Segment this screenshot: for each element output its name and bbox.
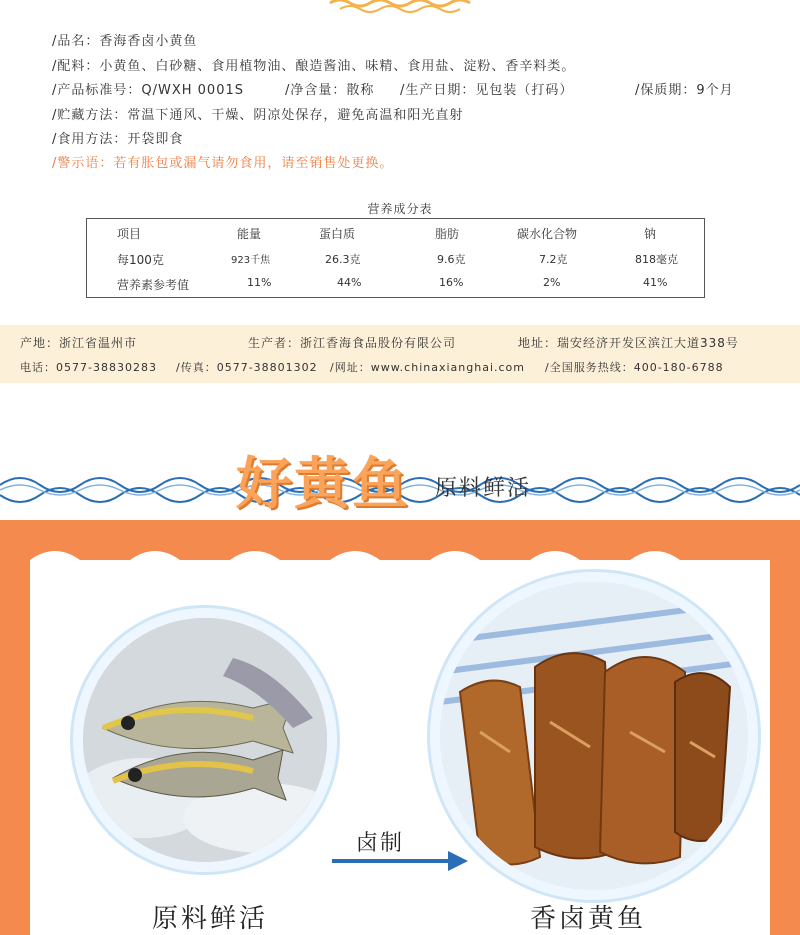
nutrition-cell: 41% xyxy=(643,276,668,289)
phone: 电话：0577-38830283 xyxy=(20,361,157,374)
raw-fish-photo xyxy=(73,608,337,872)
nutrition-header: 钠 xyxy=(644,227,657,241)
product-standard: /产品标准号：Q/WXH 0001S xyxy=(52,83,244,98)
braised-fish-illustration xyxy=(440,582,748,890)
address: 地址：瑞安经济开发区滨江大道338号 xyxy=(518,336,739,350)
manufacturer-band xyxy=(0,325,800,383)
producer: 生产者：浙江香海食品股份有限公司 xyxy=(248,336,457,350)
nutrition-cell: 2% xyxy=(543,276,561,289)
raw-fish-illustration xyxy=(83,618,327,862)
nutrition-cell: 16% xyxy=(439,276,464,289)
usage-method: /食用方法：开袋即食 xyxy=(52,132,184,147)
nutrition-header: 脂肪 xyxy=(435,227,460,241)
nutrition-header: 项目 xyxy=(117,227,142,241)
nutrition-header: 蛋白质 xyxy=(319,227,356,241)
nutrition-header-row xyxy=(87,221,704,245)
nutrition-row xyxy=(87,272,704,296)
production-date: /生产日期：见包装（打码） xyxy=(400,83,574,98)
nutrition-cell: 营养素参考值 xyxy=(117,278,190,292)
braised-fish-photo xyxy=(430,572,758,900)
nutrition-title: 营养成分表 xyxy=(367,202,433,216)
storage-method: /贮藏方法：常温下通风、干燥、阴凉处保存，避免高温和阳光直射 xyxy=(52,108,464,123)
arrow-right-icon xyxy=(330,848,470,874)
nutrition-cell: 818毫克 xyxy=(635,253,678,266)
process-label: 卤制 xyxy=(356,831,405,856)
fax: /传真：0577-38801302 xyxy=(176,361,318,374)
shelf-life: /保质期：9个月 xyxy=(635,83,734,98)
braised-caption: 香卤黄鱼 xyxy=(530,904,647,934)
nutrition-cell: 9.6克 xyxy=(437,253,466,266)
ingredients: /配料：小黄鱼、白砂糖、食用植物油、酿造酱油、味精、食用盐、淀粉、香辛料类。 xyxy=(52,59,576,74)
nutrition-cell: 26.3克 xyxy=(325,253,361,266)
net-content: /净含量：散称 xyxy=(285,83,375,98)
warning-text: /警示语：若有胀包或漏气请勿食用，请至销售处更换。 xyxy=(52,156,394,171)
nutrition-header: 碳水化合物 xyxy=(517,227,578,241)
service-hotline: /全国服务热线：400-180-6788 xyxy=(545,361,724,374)
product-name: /品名：香海香卤小黄鱼 xyxy=(52,34,198,49)
nutrition-cell: 44% xyxy=(337,276,362,289)
nutrition-table xyxy=(86,218,705,298)
origin: 产地：浙江省温州市 xyxy=(20,336,138,350)
nutrition-header: 能量 xyxy=(237,227,262,241)
subheadline: 原料鲜活 xyxy=(435,476,532,501)
nutrition-cell: 每100克 xyxy=(117,253,164,267)
top-wave-decoration xyxy=(0,0,800,14)
headline: 好黄鱼 xyxy=(236,452,410,517)
nutrition-row xyxy=(87,247,704,271)
website: /网址：www.chinaxianghai.com xyxy=(330,361,525,374)
nutrition-cell: 923千焦 xyxy=(231,255,271,266)
nutrition-cell: 7.2克 xyxy=(539,253,568,266)
nutrition-cell: 11% xyxy=(247,276,272,289)
raw-caption: 原料鲜活 xyxy=(152,904,269,934)
